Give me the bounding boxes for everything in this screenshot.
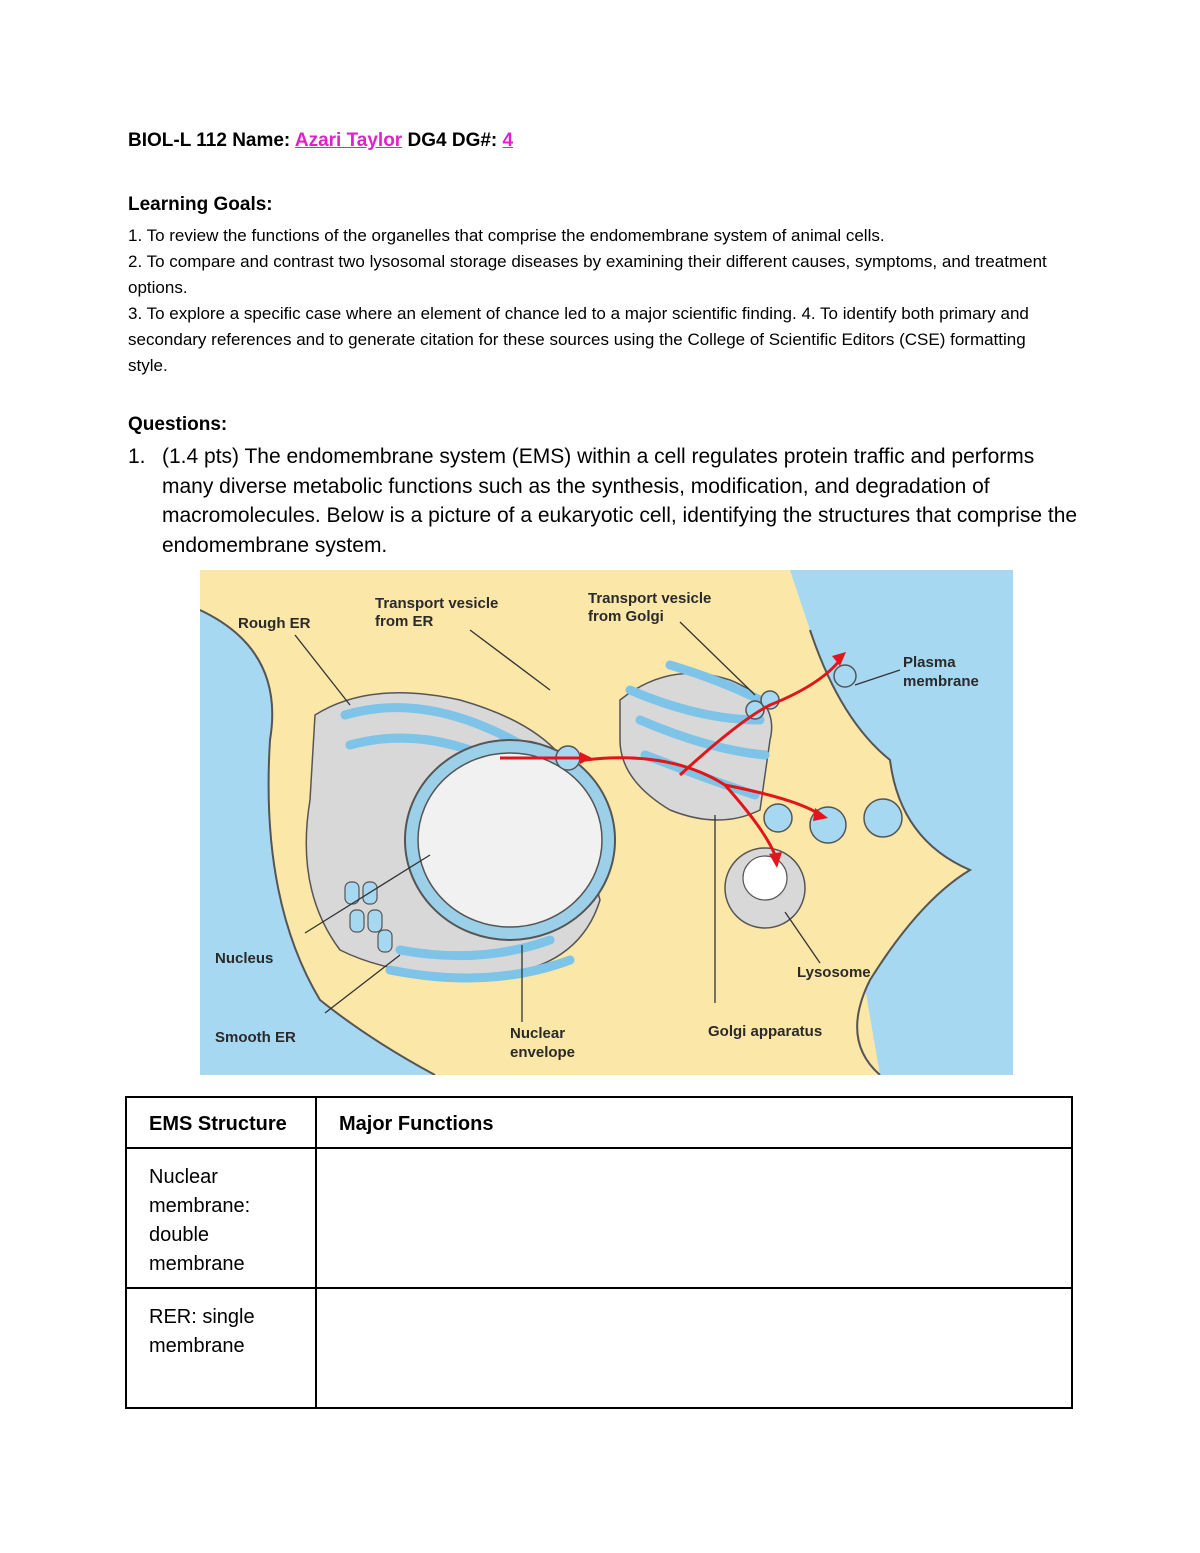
label-nucleus: Nucleus bbox=[215, 950, 274, 967]
question-1 bbox=[128, 442, 1088, 560]
question-1-number: 1. bbox=[128, 445, 146, 468]
label-transport-vesicle-er-1: Transport vesicle bbox=[375, 595, 499, 612]
table-row bbox=[126, 1288, 1072, 1408]
endomembrane-diagram bbox=[200, 570, 1013, 1075]
functions-cell[interactable] bbox=[316, 1288, 1072, 1408]
label-smooth-er: Smooth ER bbox=[215, 1029, 296, 1046]
dg-label: DG#: bbox=[451, 130, 498, 151]
label-plasma-membrane-1: Plasma bbox=[903, 654, 956, 671]
ems-table bbox=[125, 1096, 1073, 1409]
questions-title: Questions: bbox=[128, 414, 228, 435]
label-nuclear-envelope-2: envelope bbox=[510, 1044, 576, 1061]
label-transport-vesicle-er-2: from ER bbox=[375, 613, 434, 630]
learning-goals-list bbox=[128, 223, 1058, 379]
learning-goal-2: 2. To compare and contrast two lysosomal storage diseases by examining their different causes, symptoms, and treatment options. bbox=[128, 252, 1047, 297]
label-plasma-membrane-2: membrane bbox=[903, 673, 979, 690]
table-header-row bbox=[126, 1097, 1072, 1148]
header-ems-structure: EMS Structure bbox=[126, 1097, 316, 1148]
course-code: BIOL-L 112 bbox=[128, 130, 227, 151]
endomembrane-diagram-svg bbox=[200, 570, 1013, 1075]
name-label: Name: bbox=[232, 130, 291, 151]
functions-cell[interactable] bbox=[316, 1148, 1072, 1288]
structure-cell: RER: single membrane bbox=[126, 1288, 316, 1408]
group-label: DG4 bbox=[407, 130, 447, 151]
lysosome-content bbox=[743, 856, 787, 900]
nucleus bbox=[418, 753, 602, 927]
label-golgi-apparatus: Golgi apparatus bbox=[708, 1023, 823, 1040]
learning-goal-1: 1. To review the functions of the organelles that comprise the endomembrane system of animal cells. bbox=[128, 226, 885, 245]
document-header bbox=[128, 130, 513, 152]
student-name: Azari Taylor bbox=[294, 130, 403, 151]
table-row bbox=[126, 1148, 1072, 1288]
structure-cell: Nuclear membrane: double membrane bbox=[126, 1148, 316, 1288]
label-transport-vesicle-golgi-2: from Golgi bbox=[588, 608, 664, 625]
label-rough-er: Rough ER bbox=[238, 615, 311, 632]
question-1-text: (1.4 pts) The endomembrane system (EMS) within a cell regulates protein traffic and performs many diverse metabolic functions such as the synthesis, modification, and degradation of macromolecules. Below is a picture of a eukaryotic cell, identifying the structures that comprise the endomembrane system. bbox=[162, 445, 1078, 557]
dg-number: 4 bbox=[502, 130, 514, 151]
label-transport-vesicle-golgi-1: Transport vesicle bbox=[588, 590, 712, 607]
learning-goals-title: Learning Goals: bbox=[128, 194, 273, 215]
learning-goal-3: 3. To explore a specific case where an element of chance led to a major scientific finding. 4. To identify both primary and secondary references and to generate citation for these sources using the College of Scientific Editors (CSE) formatting style. bbox=[128, 304, 1029, 375]
label-nuclear-envelope-1: Nuclear bbox=[510, 1025, 566, 1042]
header-major-functions: Major Functions bbox=[316, 1097, 1072, 1148]
label-lysosome: Lysosome bbox=[797, 964, 871, 981]
